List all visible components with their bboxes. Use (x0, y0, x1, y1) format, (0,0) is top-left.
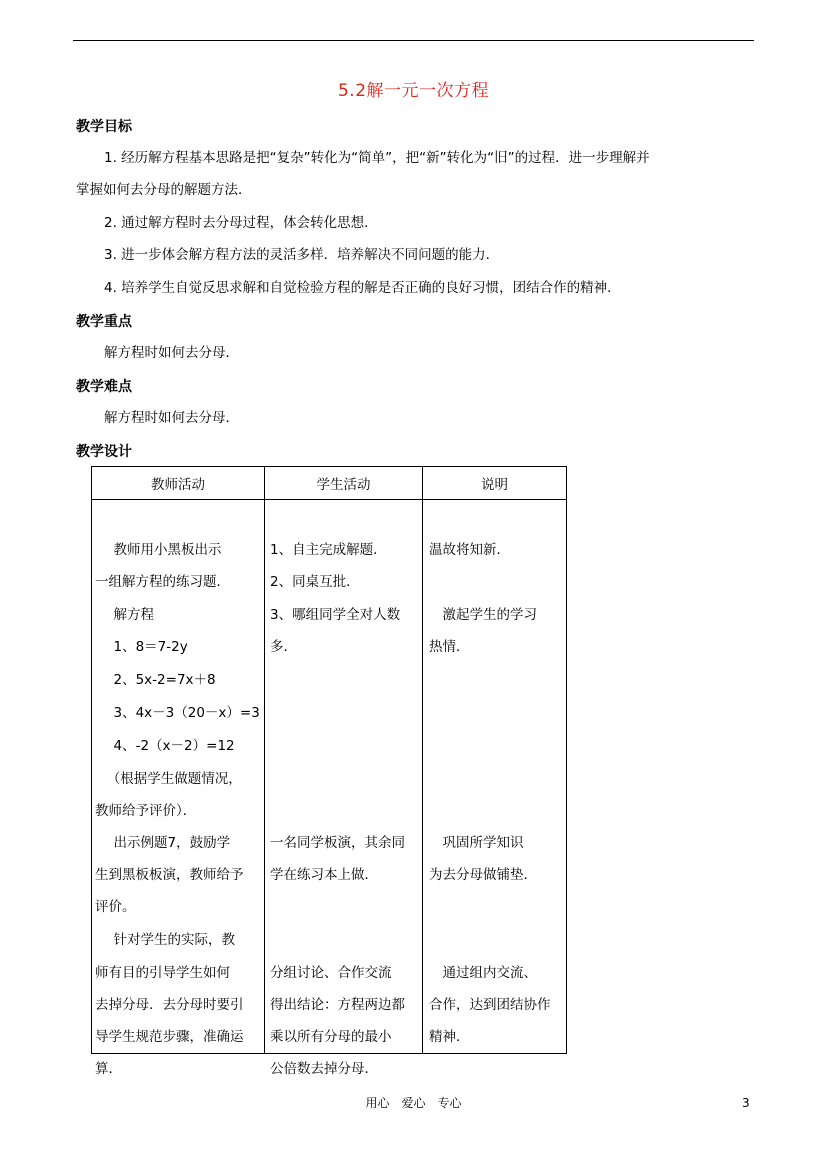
student-line: 公倍数去掉分母． (270, 1061, 378, 1077)
student-line: 多． (270, 639, 297, 655)
page-title: 5.2解一元一次方程 (337, 81, 490, 101)
notes-cell (423, 500, 567, 1054)
notes-line: 激起学生的学习 (429, 607, 537, 623)
student-line: 学在练习本上做． (270, 867, 378, 883)
teacher-line: 评价。 (95, 899, 136, 915)
student-line: 乘以所有分母的最小 (270, 1029, 392, 1045)
goal-line: 1. 经历解方程基本思路是把“复杂”转化为“简单”，把“新”转化为“旧”的过程．进一步理解并 (104, 150, 650, 166)
teacher-line: 算． (95, 1061, 122, 1077)
table-row (92, 500, 567, 1054)
teacher-line: 教师给予评价）． (95, 803, 197, 819)
teacher-line: 针对学生的实际，教 (100, 932, 235, 948)
teacher-line: 生到黑板板演，教师给予 (95, 867, 244, 883)
header-student: 学生活动 (265, 467, 423, 500)
header-rule (73, 40, 754, 41)
notes-line: 温故将知新． (429, 542, 510, 558)
teacher-line: 教师用小黑板出示 (100, 542, 222, 558)
notes-line: 合作，达到团结协作 (429, 997, 551, 1013)
teacher-line: 导学生规范步骤，准确运 (95, 1029, 244, 1045)
notes-line: 巩固所学知识 (429, 835, 524, 851)
teacher-line: 出示例题7，鼓励学 (100, 835, 231, 851)
footer-text: 用心 爱心 专心 (365, 1096, 462, 1110)
header-notes: 说明 (423, 467, 567, 500)
student-line: 3、哪组同学全对人数 (270, 607, 401, 623)
student-line: 一名同学板演，其余同 (270, 835, 405, 851)
page-number: 3 (742, 1096, 750, 1110)
notes-line: 为去分母做铺垫． (429, 867, 537, 883)
student-line: 分组讨论、合作交流 (270, 965, 392, 981)
teacher-line: 一组解方程的练习题． (95, 574, 230, 590)
teacher-line: 师有目的引导学生如何 (95, 965, 230, 981)
goal-line: 3. 进一步体会解方程方法的灵活多样．培养解决不同问题的能力． (104, 247, 500, 263)
teacher-line: 1、8＝7-2y (100, 639, 188, 655)
goal-line: 4. 培养学生自觉反思求解和自觉检验方程的解是否正确的良好习惯，团结合作的精神． (104, 280, 621, 296)
student-line: 1、自主完成解题． (270, 542, 387, 558)
design-table (91, 466, 567, 1077)
teacher-line: 2、5x-2=7x＋8 (100, 672, 216, 688)
difficulty-heading: 教学难点 (76, 379, 132, 395)
notes-line: 精神． (429, 1029, 470, 1045)
teacher-line: 去掉分母．去分母时要引 (95, 997, 244, 1013)
goal-line: 掌握如何去分母的解题方法． (76, 182, 252, 198)
teacher-line: （根据学生做题情况， (100, 771, 242, 787)
table-header-row (92, 467, 567, 500)
goals-heading: 教学目标 (76, 119, 132, 135)
notes-line: 热情． (429, 639, 470, 655)
teacher-line: 解方程 (100, 607, 154, 623)
teacher-line: 4、-2（x－2）=12 (100, 738, 235, 754)
goal-line: 2. 通过解方程时去分母过程，体会转化思想． (104, 215, 378, 231)
design-heading: 教学设计 (76, 444, 132, 460)
notes-line: 通过组内交流、 (429, 965, 537, 981)
teacher-line: 3、4x－3（20－x）=3 (100, 705, 260, 721)
student-line: 得出结论：方程两边都 (270, 997, 405, 1013)
student-line: 2、同桌互批． (270, 574, 360, 590)
key-text: 解方程时如何去分母． (104, 345, 239, 361)
teacher-cell (92, 500, 265, 1077)
difficulty-text: 解方程时如何去分母． (104, 410, 239, 426)
key-heading: 教学重点 (76, 314, 132, 330)
student-cell (265, 500, 423, 1077)
header-teacher: 教师活动 (92, 467, 265, 500)
